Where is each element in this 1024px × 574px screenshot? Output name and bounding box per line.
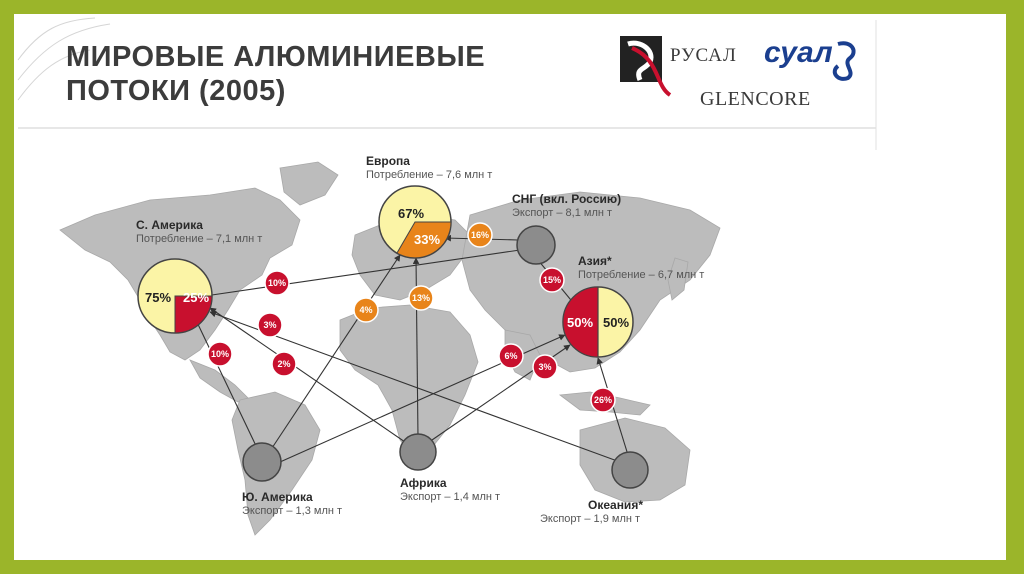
badge-af-asia	[533, 355, 557, 379]
badge-sa-asia	[499, 344, 523, 368]
pie-europe	[379, 186, 451, 258]
badge-sa-na	[208, 342, 232, 366]
region-value: Потребление – 6,7 млн т	[578, 269, 705, 281]
region-label-oceania	[540, 498, 643, 526]
flow-line-sa-na	[195, 318, 258, 450]
sual-logo-icon	[835, 43, 854, 79]
region-value: Экспорт – 8,1 млн т	[512, 207, 613, 219]
glencore-logo-text: GLENCORE	[700, 88, 811, 110]
page-title	[66, 40, 485, 108]
exporter-africa	[400, 434, 436, 470]
badge-oc-asia	[591, 388, 615, 412]
exporter-oceania	[612, 452, 648, 488]
region-name: Азия*	[578, 254, 612, 268]
region-label-north-america	[136, 218, 262, 246]
badge-cis-asia	[540, 268, 564, 292]
region-label-south-america	[242, 490, 342, 518]
pie-asia-import-label: 50%	[567, 315, 594, 330]
region-label-africa	[400, 476, 500, 504]
rusal-logo-icon	[620, 36, 670, 95]
svg-text:6%: 6%	[504, 351, 518, 361]
region-label-cis	[512, 192, 621, 220]
region-value: Потребление – 7,6 млн т	[366, 169, 493, 181]
badge-cis-eu	[468, 223, 492, 247]
rusal-logo-text: РУСАЛ	[670, 45, 737, 66]
pie-asia-domestic-label: 50%	[603, 315, 630, 330]
svg-text:15%: 15%	[542, 275, 562, 285]
svg-text:3%: 3%	[538, 362, 552, 372]
region-name: СНГ (вкл. Россию)	[512, 192, 622, 206]
title-line-1: МИРОВЫЕ АЛЮМИНИЕВЫЕ	[66, 41, 486, 73]
svg-text:16%: 16%	[470, 230, 490, 240]
exporter-south-america	[243, 443, 281, 481]
svg-text:2%: 2%	[277, 359, 291, 369]
badge-cis-na	[265, 271, 289, 295]
region-value: Экспорт – 1,3 млн т	[242, 505, 343, 517]
svg-text:26%: 26%	[593, 395, 613, 405]
svg-text:4%: 4%	[359, 305, 373, 315]
badge-oc-na	[258, 313, 282, 337]
greenland-land	[280, 162, 338, 205]
region-name: С. Америка	[136, 218, 203, 232]
region-value: Потребление – 7,1 млн т	[136, 233, 263, 245]
pie-eu-import-label: 33%	[414, 232, 441, 247]
region-name: Океания*	[588, 498, 643, 512]
region-label-europe	[366, 154, 492, 182]
region-name: Европа	[366, 154, 410, 168]
exporter-cis	[517, 226, 555, 264]
region-value: Экспорт – 1,9 млн т	[540, 513, 641, 525]
sual-logo-text: суал	[764, 36, 833, 69]
region-label-asia	[578, 254, 704, 282]
region-name: Африка	[400, 476, 447, 490]
svg-text:10%: 10%	[267, 278, 287, 288]
badge-af-eu	[409, 286, 433, 310]
badge-af-na	[272, 352, 296, 376]
pie-eu-domestic-label: 67%	[398, 206, 425, 221]
title-line-2: ПОТОКИ (2005)	[66, 75, 286, 107]
svg-text:3%: 3%	[263, 320, 277, 330]
badge-sa-eu	[354, 298, 378, 322]
region-value: Экспорт – 1,4 млн т	[400, 491, 501, 503]
svg-text:13%: 13%	[411, 293, 431, 303]
svg-text:10%: 10%	[210, 349, 230, 359]
pie-na-domestic-label: 75%	[145, 290, 172, 305]
region-name: Ю. Америка	[242, 490, 313, 504]
pie-na-import-label: 25%	[183, 290, 210, 305]
